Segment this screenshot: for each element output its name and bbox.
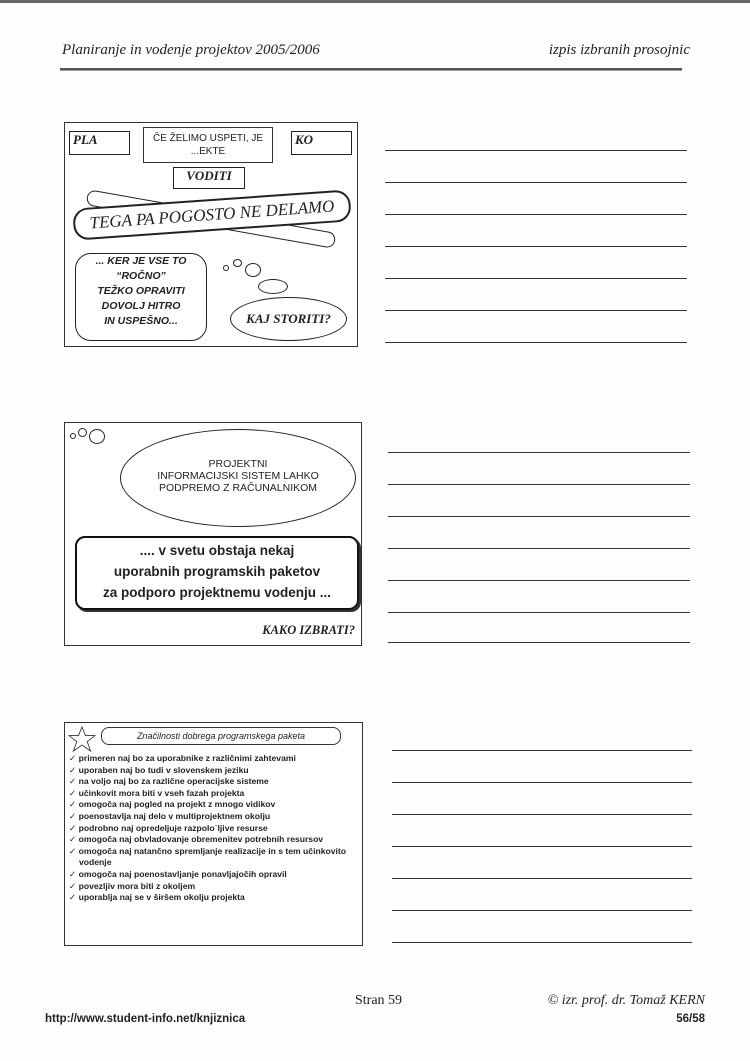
thought-line: INFORMACIJSKI SISTEM LAHKO xyxy=(157,470,319,482)
note-line xyxy=(388,580,690,581)
note-line xyxy=(392,846,692,847)
star-icon xyxy=(68,726,96,752)
check-icon: ✓ xyxy=(69,810,77,821)
note-line xyxy=(385,278,687,279)
feature-text: na voljo naj bo za različne operacijske sisteme xyxy=(78,776,269,787)
feature-item xyxy=(69,776,359,788)
feature-item xyxy=(69,823,359,835)
center-box: ČE ŽELIMO USPETI, JE ...EKTE xyxy=(143,127,273,163)
header-rule xyxy=(60,68,682,71)
thought-line: PROJEKTNI xyxy=(208,458,268,470)
check-icon: ✓ xyxy=(69,892,77,903)
check-icon: ✓ xyxy=(69,764,77,775)
note-line xyxy=(388,642,690,643)
feature-list xyxy=(69,753,359,904)
thought-dot xyxy=(223,265,229,271)
note-line xyxy=(385,310,687,311)
check-icon: ✓ xyxy=(69,776,77,787)
slide-1 xyxy=(64,122,358,347)
feature-item xyxy=(69,765,359,777)
check-icon: ✓ xyxy=(69,753,77,763)
box-line: za podporo projektnemu vodenju ... xyxy=(102,585,331,600)
note-line xyxy=(388,452,690,453)
feature-text: primeren naj bo za uporabnike z različnimi zahtevami xyxy=(78,753,296,763)
speech-line: “ROČNO” xyxy=(116,270,166,282)
thought-line: PODPREMO Z RAČUNALNIKOM xyxy=(158,482,318,494)
feature-item xyxy=(69,753,359,765)
note-line xyxy=(392,750,692,751)
info-box xyxy=(75,536,359,610)
author: © izr. prof. dr. Tomaž KERN xyxy=(547,993,705,1008)
voditi-box: VODITI xyxy=(173,167,245,189)
note-line xyxy=(388,484,690,485)
note-line xyxy=(388,516,690,517)
speech-line: DOVOLJ HITRO xyxy=(101,300,181,312)
note-line xyxy=(385,246,687,247)
check-icon: ✓ xyxy=(69,880,77,891)
slide-2 xyxy=(64,422,362,646)
speech-line: ... KER JE VSE TO xyxy=(95,255,187,267)
feature-text: uporaben naj bo tudi v slovenskem jeziku xyxy=(78,764,249,775)
plan-box: PLA xyxy=(69,131,130,155)
feature-text: omogoča naj poenostavljanje ponavljajočih opravil xyxy=(78,868,287,879)
feature-text: uporablja naj se v širšem okolju projekta xyxy=(78,892,245,903)
feature-text: omogoča naj obvladovanje obremenitev potrebnih resursov xyxy=(78,834,324,845)
feature-text: poenostavlja naj delo v multiprojektnem okolju xyxy=(78,810,271,821)
scan-edge xyxy=(0,0,750,3)
box-line: uporabnih programskih paketov xyxy=(113,564,321,579)
thought-dot xyxy=(70,433,76,439)
slide-3 xyxy=(64,722,363,946)
check-icon: ✓ xyxy=(69,799,77,810)
note-line xyxy=(385,182,687,183)
speech-line: IN USPEŠNO... xyxy=(104,315,178,327)
note-line xyxy=(385,214,687,215)
feature-text: učinkovit mora biti v vseh fazah projekta xyxy=(78,787,245,798)
check-icon: ✓ xyxy=(69,822,77,833)
page-label: Stran 59 xyxy=(355,993,403,1008)
slide-title: Značilnosti dobrega programskega paketa xyxy=(101,727,341,745)
header-title: Planiranje in vodenje projektov 2005/2006 xyxy=(62,42,320,58)
thought-bubble xyxy=(120,429,356,527)
feature-text: omogoča naj natančno spremljanje realizacije in s tem učinkovito vodenje xyxy=(78,845,347,868)
slide-question: KAKO IZBRATI? xyxy=(262,623,355,637)
thought-dot xyxy=(245,263,261,277)
feature-item xyxy=(69,811,359,823)
note-line xyxy=(385,150,687,151)
header-subtitle: izpis izbranih prosojnic xyxy=(548,42,690,58)
note-line xyxy=(385,342,687,343)
feature-item xyxy=(69,881,359,893)
feature-item xyxy=(69,846,359,869)
thought-dot xyxy=(78,428,87,437)
note-line xyxy=(388,612,690,613)
note-line xyxy=(392,814,692,815)
feature-item xyxy=(69,834,359,846)
check-icon: ✓ xyxy=(69,868,77,879)
speech-line: TEŽKO OPRAVITI xyxy=(97,285,185,297)
control-box: KO xyxy=(291,131,352,155)
source-url[interactable]: http://www.student-info.net/knjiznica xyxy=(45,1013,246,1025)
box-line: .... v svetu obstaja nekaj xyxy=(139,543,295,558)
feature-text: povezljiv mora biti z okoljem xyxy=(78,880,196,891)
note-line xyxy=(388,548,690,549)
check-icon: ✓ xyxy=(69,834,77,845)
note-line xyxy=(392,910,692,911)
page-count: 56/58 xyxy=(676,1013,705,1025)
thought-bubble: KAJ STORITI? xyxy=(230,297,347,341)
thought-dot xyxy=(233,259,242,267)
thought-dot xyxy=(89,429,105,444)
feature-text: omogoča naj pogled na projekt z mnogo vidikov xyxy=(78,799,276,810)
check-icon: ✓ xyxy=(69,787,77,798)
check-icon: ✓ xyxy=(69,845,77,856)
feature-item xyxy=(69,869,359,881)
banner: TEGA PA POGOSTO NE DELAMO xyxy=(72,189,352,240)
thought-dot xyxy=(258,279,288,294)
note-line xyxy=(392,942,692,943)
feature-item xyxy=(69,788,359,800)
note-line xyxy=(392,782,692,783)
feature-item xyxy=(69,892,359,904)
speech-bubble xyxy=(75,253,207,341)
note-line xyxy=(392,878,692,879)
feature-item xyxy=(69,799,359,811)
feature-text: podrobno naj opredeljuje razpolo˙ljive resurse xyxy=(78,822,268,833)
